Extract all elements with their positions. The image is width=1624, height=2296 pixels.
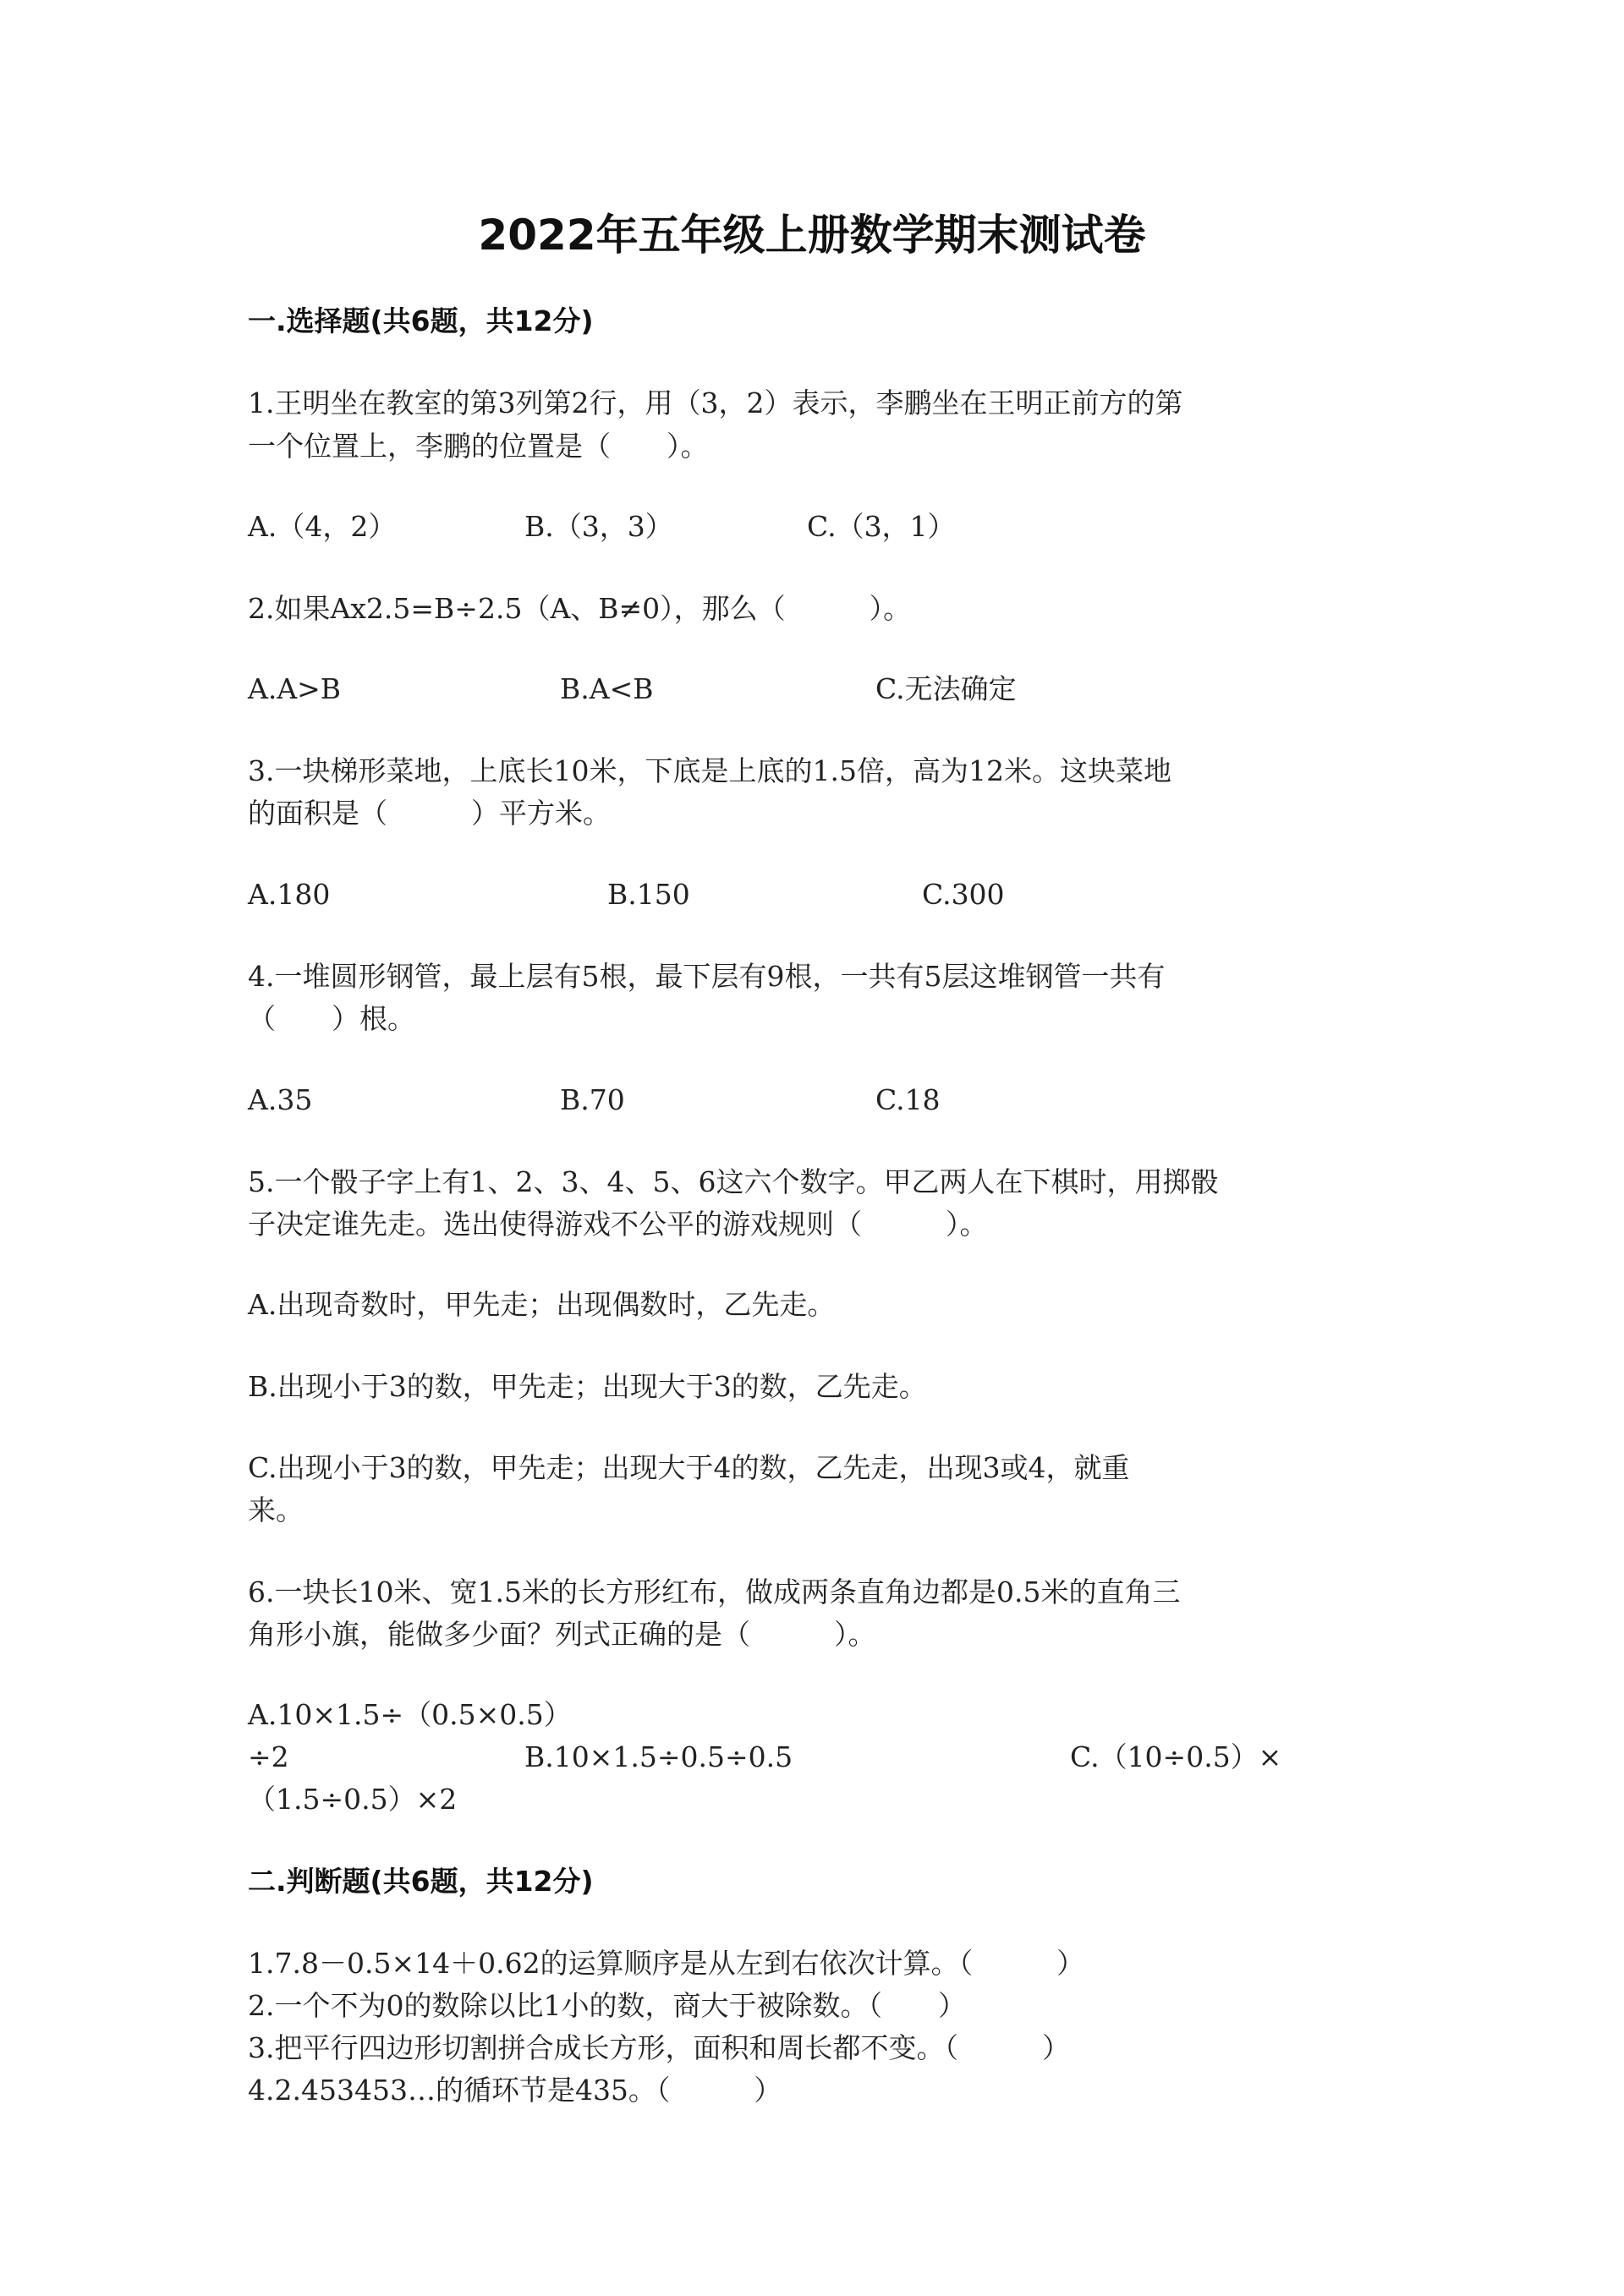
- question-5-line-2: 子决定谁先走。选出使得游戏不公平的游戏规则（ ）。: [248, 1208, 988, 1241]
- question-2-line-1: 2.如果Ax2.5=B÷2.5（A、B≠0），那么（ ）。: [248, 592, 912, 625]
- question-1-line-1: 1.王明坐在教室的第3列第2行，用（3，2）表示，李鹏坐在王明正前方的第: [248, 386, 1183, 419]
- q1-option-b: B.（3，3）: [524, 510, 673, 543]
- q3-option-b: B.150: [607, 878, 690, 911]
- judgement-item-1: 1.7.8－0.5×14＋0.62的运算顺序是从左到右依次计算。（ ）: [248, 1947, 1085, 1980]
- question-3-line-2: 的面积是（ ）平方米。: [248, 797, 611, 830]
- q1-option-c: C.（3，1）: [807, 510, 956, 543]
- q5-option-c-line-1: C.出现小于3的数，甲先走；出现大于4的数，乙先走，出现3或4，就重: [248, 1451, 1130, 1484]
- question-4-line-1: 4.一堆圆形钢管，最上层有5根，最下层有9根，一共有5层这堆钢管一共有: [248, 960, 1166, 993]
- section-heading-judgement: 二.判断题(共6题，共12分): [248, 1865, 594, 1898]
- judgement-item-4: 4.2.453453…的循环节是435。（ ）: [248, 2074, 782, 2107]
- question-5-line-1: 5.一个骰子字上有1、2、3、4、5、6这六个数字。甲乙两人在下棋时，用掷骰: [248, 1165, 1219, 1198]
- q4-option-b: B.70: [560, 1083, 625, 1116]
- question-6-line-2: 角形小旗，能做多少面？列式正确的是（ ）。: [248, 1618, 876, 1651]
- question-1-line-2: 一个位置上，李鹏的位置是（ ）。: [248, 430, 709, 463]
- q2-option-a: A.A>B: [248, 672, 342, 705]
- judgement-item-2: 2.一个不为0的数除以比1小的数，商大于被除数。（ ）: [248, 1989, 966, 2022]
- section-heading-choice: 一.选择题(共6题，共12分): [248, 304, 594, 337]
- question-6-line-1: 6.一块长10米、宽1.5米的长方形红布，做成两条直角边都是0.5米的直角三: [248, 1575, 1181, 1608]
- q2-option-c: C.无法确定: [875, 672, 1017, 705]
- q5-option-b: B.出现小于3的数，甲先走；出现大于3的数，乙先走。: [248, 1370, 927, 1403]
- q6-option-a-line-1: A.10×1.5÷（0.5×0.5）: [248, 1698, 572, 1731]
- judgement-item-3: 3.把平行四边形切割拼合成长方形，面积和周长都不变。（ ）: [248, 2031, 1070, 2064]
- q4-option-a: A.35: [248, 1083, 313, 1116]
- page-title: 2022年五年级上册数学期末测试卷: [478, 211, 1146, 260]
- q6-option-c-line-2: （1.5÷0.5）×2: [248, 1783, 458, 1816]
- q6-option-a-line-2: ÷2: [248, 1740, 289, 1773]
- q5-option-a: A.出现奇数时，甲先走；出现偶数时，乙先走。: [248, 1288, 836, 1321]
- q6-option-b: B.10×1.5÷0.5÷0.5: [524, 1740, 793, 1773]
- q2-option-b: B.A<B: [560, 672, 654, 705]
- q3-option-a: A.180: [248, 878, 331, 911]
- q1-option-a: A.（4，2）: [248, 510, 397, 543]
- q4-option-c: C.18: [875, 1083, 941, 1116]
- q6-option-c-line-1: C.（10÷0.5）×: [1070, 1740, 1282, 1773]
- question-4-line-2: （ ）根。: [248, 1002, 415, 1035]
- q3-option-c: C.300: [922, 878, 1005, 911]
- question-3-line-1: 3.一块梯形菜地，上底长10米，下底是上底的1.5倍，高为12米。这块菜地: [248, 754, 1171, 787]
- q5-option-c-line-2: 来。: [248, 1493, 304, 1526]
